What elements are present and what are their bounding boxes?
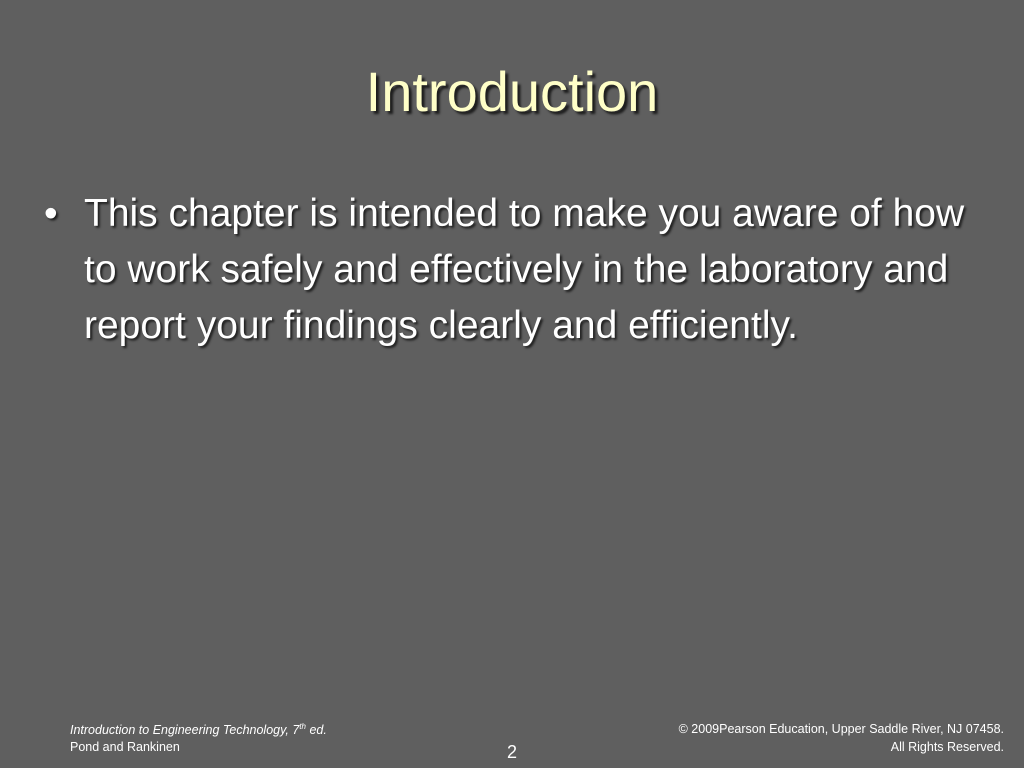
edition-superscript: th (299, 722, 306, 731)
bullet-text: This chapter is intended to make you aware of how to work safely and effectively in the laboratory and report your findings clearly and efficiently. (84, 192, 965, 347)
slide-title: Introduction (365, 60, 659, 123)
bullet-item (44, 186, 984, 354)
footer-book-info (70, 722, 327, 756)
edition-tail: ed. (306, 723, 327, 737)
bullet-marker: • (44, 192, 58, 235)
book-title-text: Introduction to Engineering Technology, 7 (70, 723, 300, 737)
footer-copyright (679, 720, 1004, 756)
copyright-line-2: All Rights Reserved. (890, 740, 1004, 754)
footer-authors: Pond and Rankinen (70, 740, 180, 754)
footer-book-title (70, 722, 327, 739)
copyright-line-1: © 2009Pearson Education, Upper Saddle River, NJ 07458. (678, 722, 1004, 736)
page-number: 2 (506, 742, 517, 762)
bullet-list (44, 186, 984, 354)
